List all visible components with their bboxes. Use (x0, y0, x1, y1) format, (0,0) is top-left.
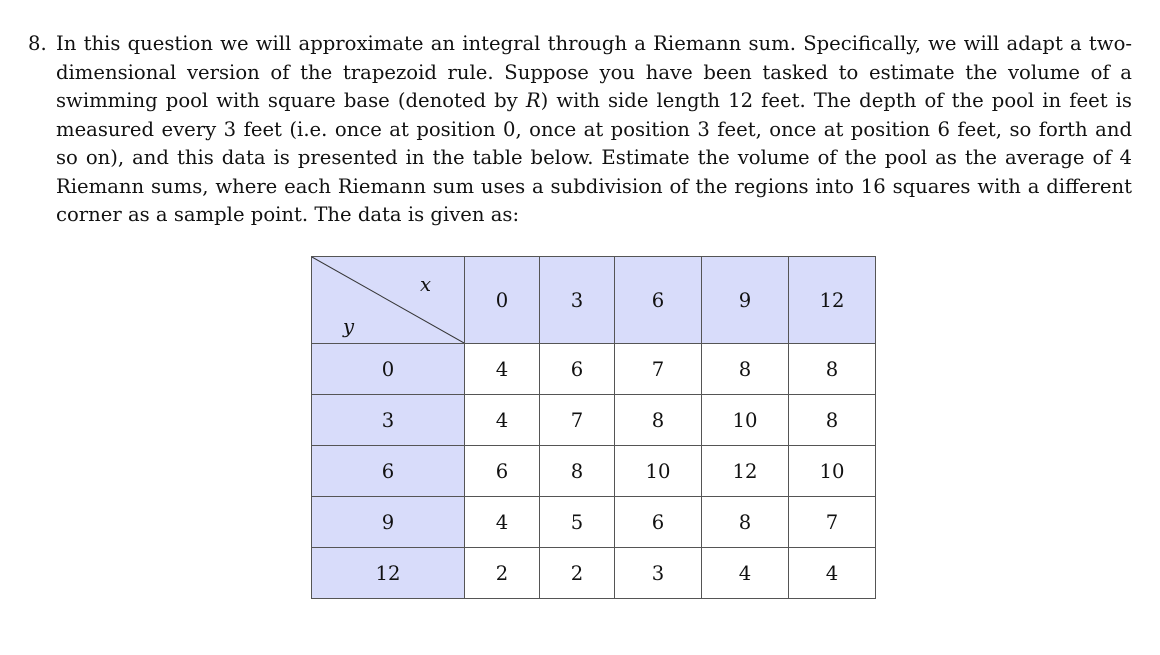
depth-cell: 7 (789, 497, 876, 548)
y-header-cell: 6 (312, 446, 465, 497)
problem-number: 8. (28, 32, 47, 55)
problem-text-part-1: In this question we will approximate an integral through a Riemann sum. Specifically, we will adapt a two-dimensional version of the trapezoid rule. Suppose you have been tasked to estimate the volume of a swimming pool with square base (denoted by (56, 32, 1132, 112)
depth-cell: 7 (615, 344, 702, 395)
depth-cell: 8 (615, 395, 702, 446)
problem-statement (28, 30, 1132, 230)
depth-cell: 8 (702, 497, 789, 548)
depth-cell: 4 (465, 344, 540, 395)
table-row (312, 344, 876, 395)
table-row (312, 497, 876, 548)
depth-cell: 7 (540, 395, 615, 446)
x-header-cell: 12 (789, 257, 876, 344)
depth-cell: 2 (540, 548, 615, 599)
depth-cell: 2 (465, 548, 540, 599)
depth-cell: 10 (702, 395, 789, 446)
table-row (312, 446, 876, 497)
y-header-cell: 12 (312, 548, 465, 599)
depth-cell: 10 (615, 446, 702, 497)
depth-cell: 6 (540, 344, 615, 395)
depth-cell: 8 (789, 395, 876, 446)
table-header-row (312, 257, 876, 344)
depth-cell: 8 (702, 344, 789, 395)
x-header-cell: 0 (465, 257, 540, 344)
y-header-cell: 3 (312, 395, 465, 446)
corner-y-label: y (343, 315, 355, 338)
table-corner-cell (312, 257, 465, 344)
corner-diagonal (312, 257, 464, 343)
depth-cell: 8 (789, 344, 876, 395)
problem-text (56, 30, 1132, 230)
y-header-cell: 0 (312, 344, 465, 395)
depth-cell: 12 (702, 446, 789, 497)
x-header-cell: 3 (540, 257, 615, 344)
depth-cell: 8 (540, 446, 615, 497)
problem-text-part-2: ) with side length 12 feet. The depth of the pool in feet is measured every 3 feet (i.e. once at position 0, once at position 3 feet, once at position 6 feet, so forth and so on), and this data is presented in the table below. Estimate the volume of the pool as the average of 4 Riemann sums, where each Riemann sum uses a subdivision of the regions into 16 squares with a different corner as a sample point. The data is given as: (56, 89, 1132, 226)
x-header-cell: 6 (615, 257, 702, 344)
depth-cell: 6 (465, 446, 540, 497)
depth-cell: 4 (789, 548, 876, 599)
depth-cell: 5 (540, 497, 615, 548)
y-header-cell: 9 (312, 497, 465, 548)
depth-cell: 4 (465, 395, 540, 446)
depth-cell: 3 (615, 548, 702, 599)
depth-cell: 10 (789, 446, 876, 497)
depth-data-table (311, 256, 876, 599)
depth-cell: 4 (702, 548, 789, 599)
table-row (312, 548, 876, 599)
x-header-cell: 9 (702, 257, 789, 344)
corner-x-label: x (420, 273, 432, 296)
depth-cell: 4 (465, 497, 540, 548)
region-variable: R (525, 89, 541, 112)
depth-cell: 6 (615, 497, 702, 548)
table-row (312, 395, 876, 446)
